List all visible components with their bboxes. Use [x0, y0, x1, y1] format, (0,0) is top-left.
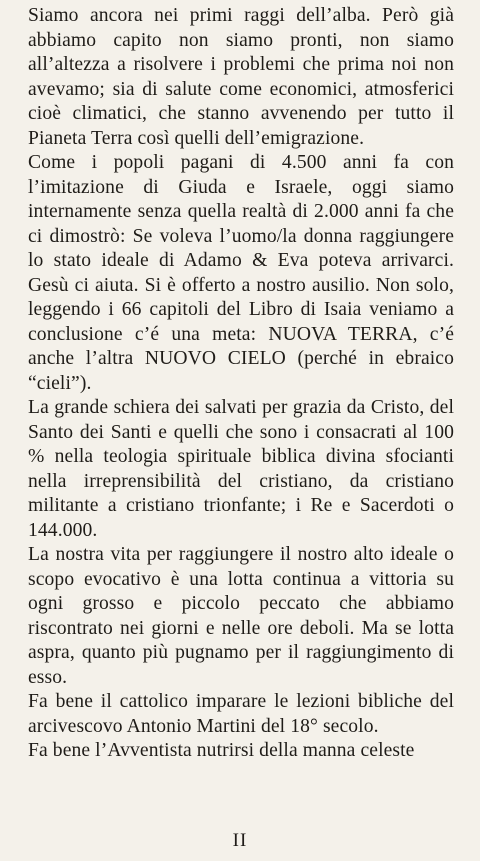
page-number: II	[232, 830, 248, 851]
paragraph-our-life: La nostra vita per raggiungere il nostro alto ideale o scopo evocativo è una lotta continua a vittoria su ogni grosso e piccolo peccato che abbiamo riscontrato nei giorni e nelle ore deboli. Ma se lotta aspra, quanto più pugnamo per il raggiungimento di esso.	[28, 544, 454, 688]
paragraph-saved-multitude: La grande schiera dei salvati per grazia da Cristo, del Santo dei Santi e quelli che sono i consacrati al 100 % nella teologia spirituale biblica divina sfocianti nella irreprensibilità del cristiano, da cristiano militante a cristiano trionfante; i Re e Sacerdoti o 144.000.	[28, 397, 454, 541]
paragraph-catholic: Fa bene il cattolico imparare le lezioni bibliche del arcivescovo Antonio Martini del 18° secolo.	[28, 691, 454, 737]
paragraph-pagan-peoples: Come i popoli pagani di 4.500 anni fa con l’imitazione di Giuda e Israele, oggi siamo internamente senza quella realtà di 2.000 anni fa che ci dimostrò: Se voleva l’uomo/la donna raggiungere lo stato ideale di Adamo & Eva poteva arrivarci. Gesù ci aiuta. Si è offerto a nostro ausilio. Non solo, leggendo i 66 capitoli del Libro di Isaia veniamo a conclusione c’é una meta: NUOVA TERRA, c’é anche l’altra NUOVO CIELO (perché in ebraico “cieli”).	[28, 152, 454, 394]
paragraph-dawn: Siamo ancora nei primi raggi dell’alba. Però già abbiamo capito non siamo pronti, non siamo all’altezza a risolvere i problemi che prima noi non avevamo; sia di salute come economici, atmosferici cioè climatici, che stanno avvenendo per tutto il Pianeta Terra così quelli dell’emigrazione.	[28, 5, 454, 149]
paragraph-adventist: Fa bene l’Avventista nutrirsi della manna celeste	[28, 740, 415, 761]
